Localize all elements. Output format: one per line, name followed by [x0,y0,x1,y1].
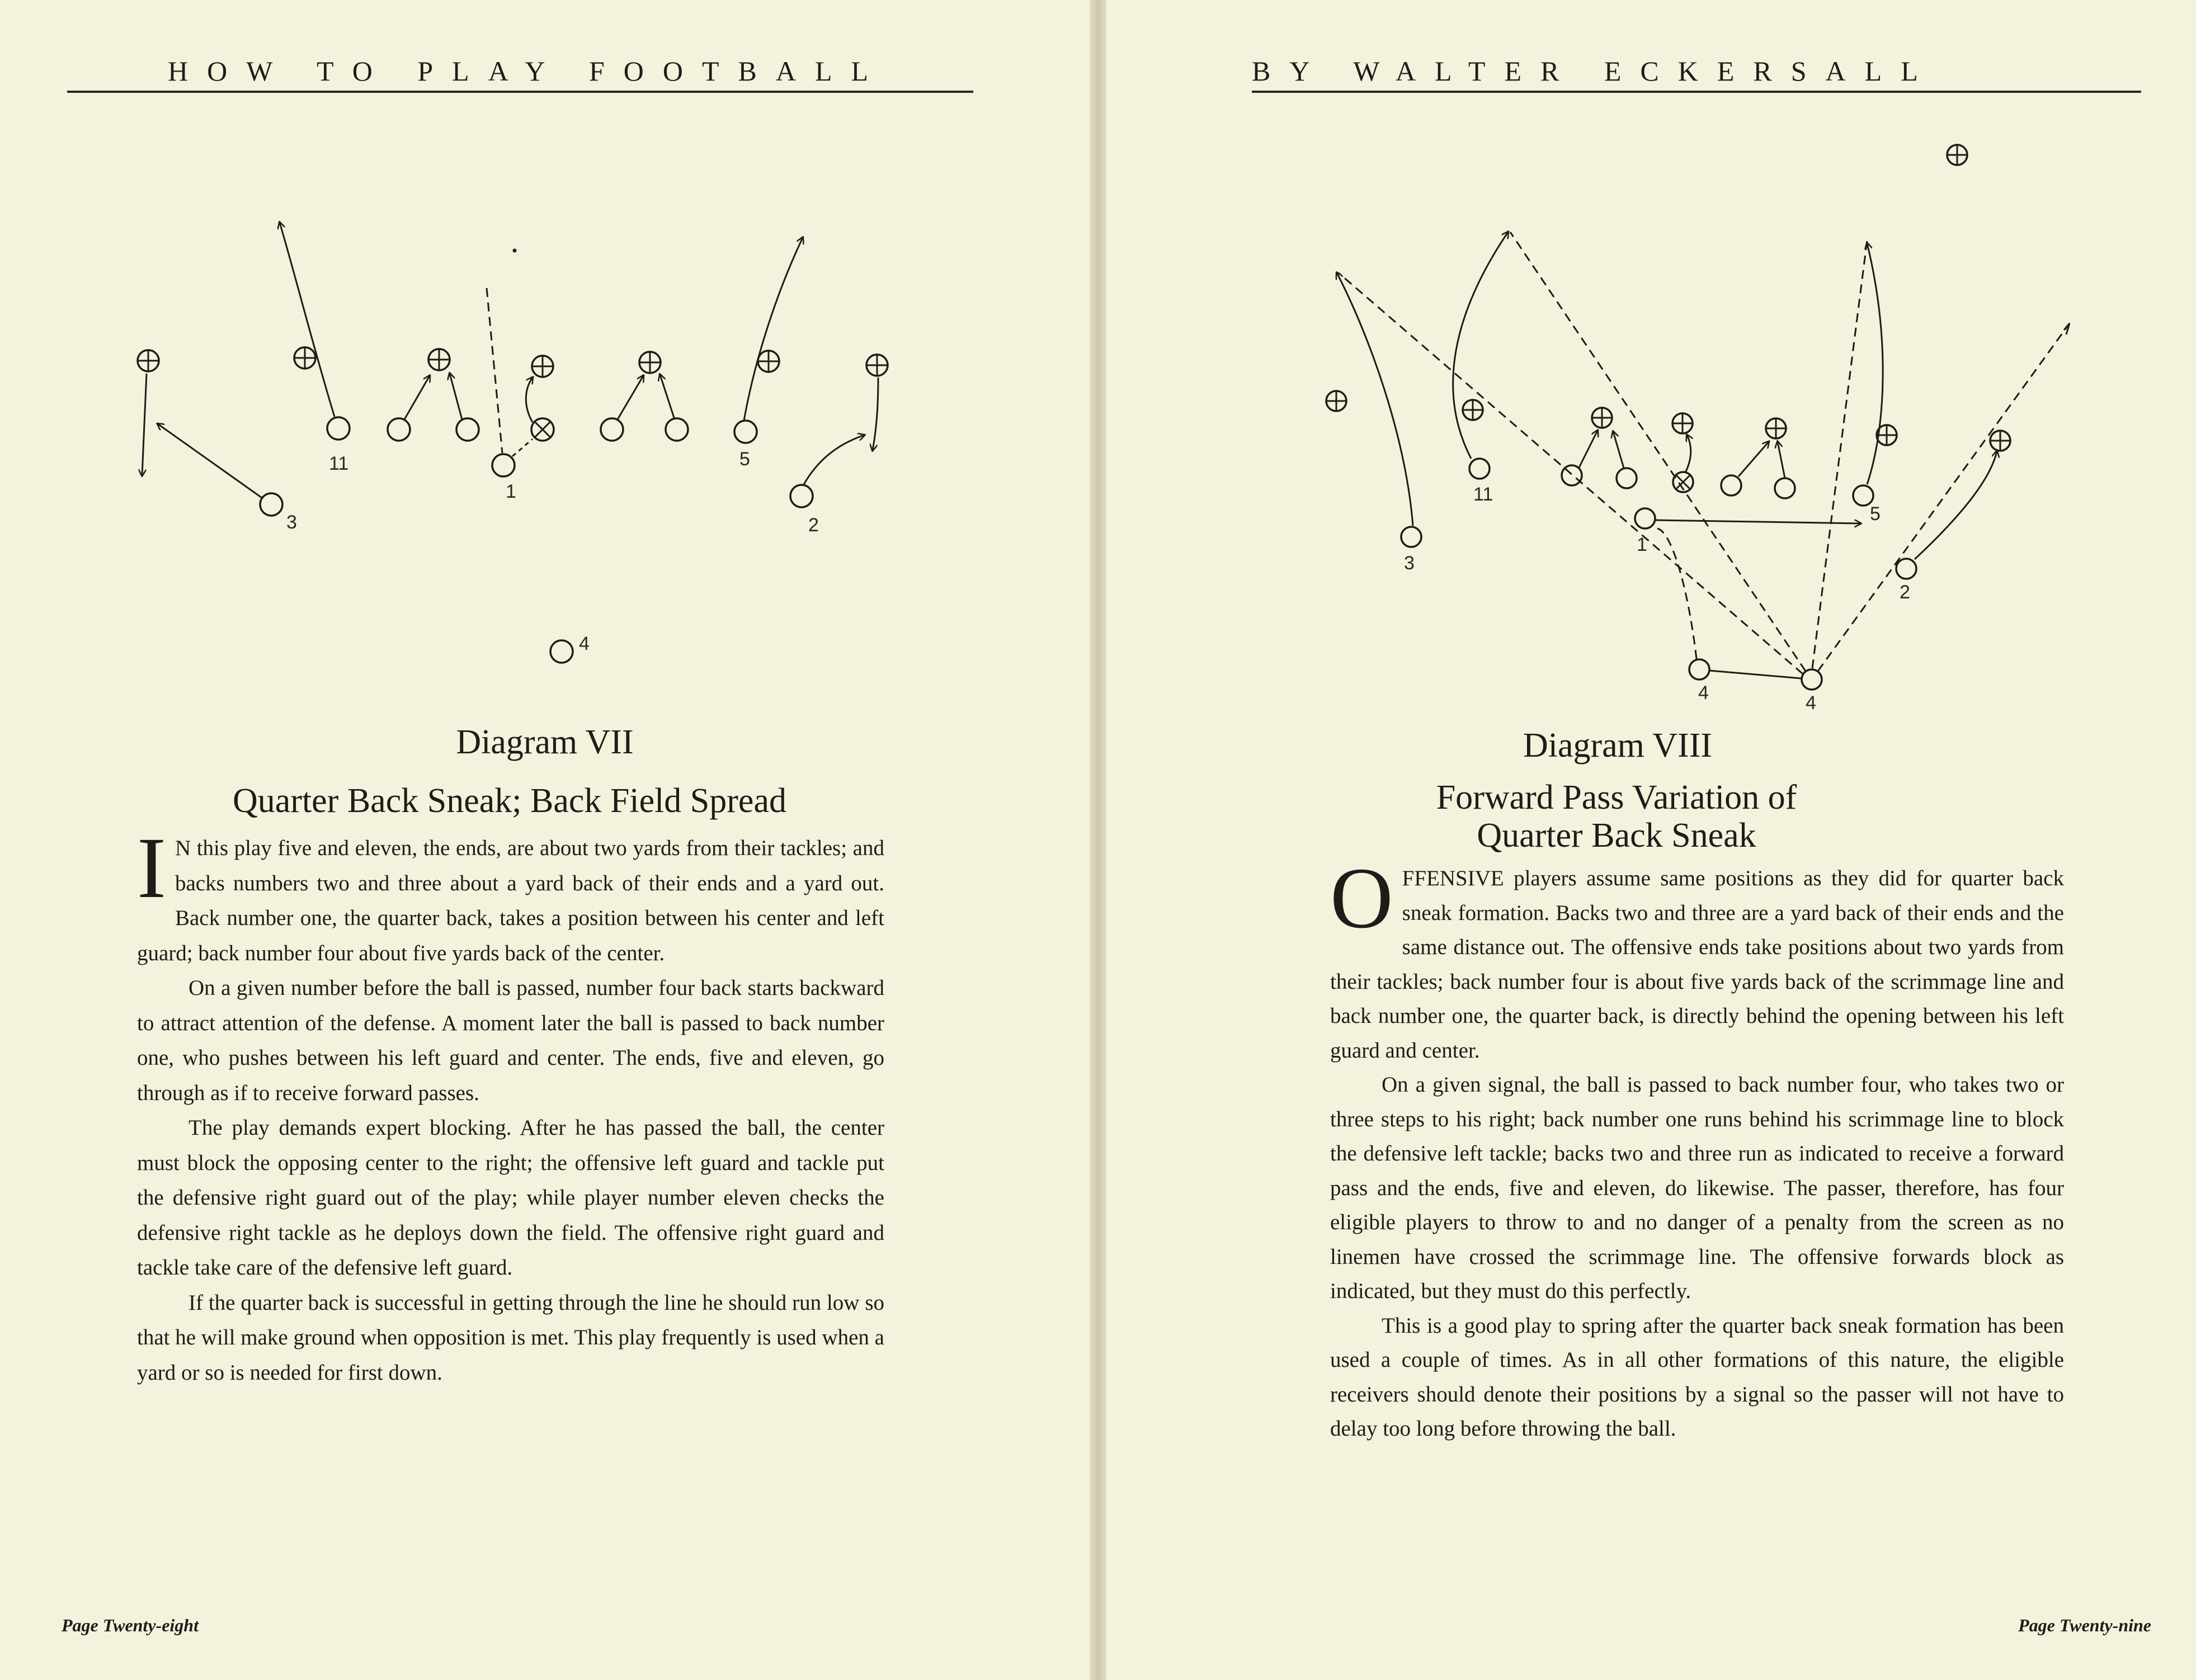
player-label: 5 [739,449,750,470]
page-number: Page Twenty-nine [2018,1615,2151,1635]
center-symbol [531,418,554,441]
defender-symbol [1766,418,1786,438]
offense-player [601,418,623,441]
running-head: BY WALTER ECKERSALL [1252,55,1937,87]
defender-symbol [1672,413,1693,433]
player-label: 1 [506,481,516,502]
play-diagram-vii [0,0,1090,705]
route-line [450,374,462,419]
route-line [1685,435,1691,473]
back-player-3 [1401,527,1421,547]
route-line [803,435,864,485]
route-line [873,377,878,450]
diagram-subtitle-line: Forward Pass Variation of [1436,778,1797,817]
dashed-path [1818,323,2070,671]
back-player-4-start [1689,659,1709,679]
offense-player [1775,478,1795,498]
route-line [1579,431,1597,468]
player-label: 1 [1637,534,1647,555]
player-label: 4 [1806,692,1816,714]
route-line [1738,442,1769,476]
paragraph: On a given signal, the ball is passed to back number four, who takes two or three steps to his right; back number one runs behind his scrimmage line to block the defensive left tackle; backs two and three run as indicated to receive a forward pass and the ends, five and eleven, do likewise. The passer, therefore, has four eligible players to throw to and no danger of a penalty from the screen as no linemen have crossed the scrimmage line. The offensive forwards block as indicated, but they must do this perfectly. [1330,1073,2064,1303]
quarterback-player-1 [492,454,515,476]
arrowhead [2064,323,2070,334]
dashed-path [487,288,502,453]
offense-player [1617,468,1637,488]
paragraph: The play demands expert blocking. After he has passed the ball, the center must block the opposing center to the right; the offensive left guard and tackle put the defensive right guard out of the play; while player number eleven checks the defensive right tackle as he deploys down the field. The offensive right guard and tackle take care of the defensive left guard. [137,1116,884,1280]
defender-symbol [1990,431,2010,451]
dashed-path [1510,232,1806,671]
route-line [1778,442,1785,478]
page-number: Page Twenty-eight [62,1615,199,1635]
defender-symbol [1326,391,1346,411]
paragraph: On a given number before the ball is passed, number four back starts backward to attract attention of the defense. A moment later the ball is passed to back number one, who pushes between his left guard and center. The ends, five and eleven, go through as if to receive forward passes. [137,976,884,1105]
paragraph: This is a good play to spring after the quarter back sneak formation has been used a couple of times. As in all other formations of this nature, the eligible receivers should denote their positions by a signal so the passer will not have to delay too long before throwing the ball. [1330,1313,2064,1441]
route-line [1915,451,1997,559]
player-label: 11 [329,453,349,474]
player-label: 3 [286,512,297,533]
left-page [0,0,1090,1680]
back-player-4-passer [1802,669,1822,690]
diagram-subtitle-line: Quarter Back Sneak [1477,817,1756,855]
defender-symbol [639,352,661,373]
route-line [660,375,675,419]
body-text [137,819,884,1390]
player-label: 2 [1900,582,1910,603]
offense-player [388,418,410,441]
player-label: 4 [579,633,590,654]
offense-player [1562,465,1582,485]
player-label: 11 [1473,484,1493,505]
route-line [526,377,532,422]
defender-symbol [866,355,888,376]
route-line [1613,432,1624,468]
offense-player [456,418,479,441]
route-line [142,374,147,475]
diagram-subtitle [1106,778,2127,855]
back-player-3 [260,493,282,516]
offense-player-5 [734,421,757,443]
mark-dot [513,249,516,252]
player-label: 2 [808,515,819,536]
defender-symbol [1463,400,1483,420]
defender-symbol [294,347,315,369]
offense-player-11 [1469,459,1490,479]
route-line [158,424,262,498]
defender-symbol [1592,408,1612,428]
diagram-subtitle: Quarter Back Sneak; Back Field Spread [233,782,786,820]
back-player-2 [790,485,813,507]
diagram-title: Diagram VIII [1523,726,1712,765]
right-page [1106,0,2196,1680]
pass-lines [1339,232,2070,674]
offense-player-5 [1853,485,1873,506]
paragraph: OFFENSIVE players assume same positions as they did for quarter back sneak formation. Backs two and three are a yard back of their ends and the same distance out. The offensive ends take positions about two yards from their tackles; back number four is about five yards back of the scrimmage line and back number one, the quarter back, is directly behind the opening between his left guard and center. [1330,850,2064,1063]
drop-cap: O [1330,850,1393,946]
defender-symbol [428,349,450,370]
player-label: 5 [1870,503,1881,525]
offense-player [666,418,688,441]
drop-cap: I [137,819,166,916]
paragraph: If the quarter back is successful in getting through the line he should run low so that he will make ground when opposition is met. This play frequently is used when a yard or so is needed for first down. [137,1290,884,1385]
route-line [618,376,643,419]
defender-symbol [758,351,779,372]
defender-symbol [1947,145,1967,165]
route-line [280,223,334,417]
route-line [1709,671,1801,678]
route-line [1867,243,1883,484]
paragraph: I N this play five and eleven, the ends, are about two yards from their tackles; and backs numbers two and three about a yard back of their ends and a yard out. Back number one, the quarter back, takes a position between his center and left guard; back number four about five yards back of the center. [137,819,884,965]
offense-player [1721,475,1741,495]
diagram-title: Diagram VII [456,723,634,761]
route-line [1337,273,1413,526]
back-player-4 [550,640,573,663]
defender-symbol [138,350,159,371]
running-head: HOW TO PLAY FOOTBALL [168,55,888,87]
book-gutter [1090,0,1106,1680]
offense-player-11 [327,417,350,440]
route-line [1453,232,1508,459]
quarterback-player-1 [1635,508,1655,528]
body-text [1330,850,2064,1446]
dashed-path [512,439,532,456]
route-line [1655,520,1860,523]
route-line [404,376,430,419]
dashed-path [1812,240,1867,668]
back-player-2 [1896,559,1916,579]
route-line [744,238,803,421]
defender-symbol [532,356,553,377]
dashed-path [1657,528,1697,659]
play-diagram-viii [1106,0,2196,716]
dashed-path [1339,273,1803,674]
player-label: 3 [1404,553,1415,574]
player-label: 4 [1698,682,1709,704]
